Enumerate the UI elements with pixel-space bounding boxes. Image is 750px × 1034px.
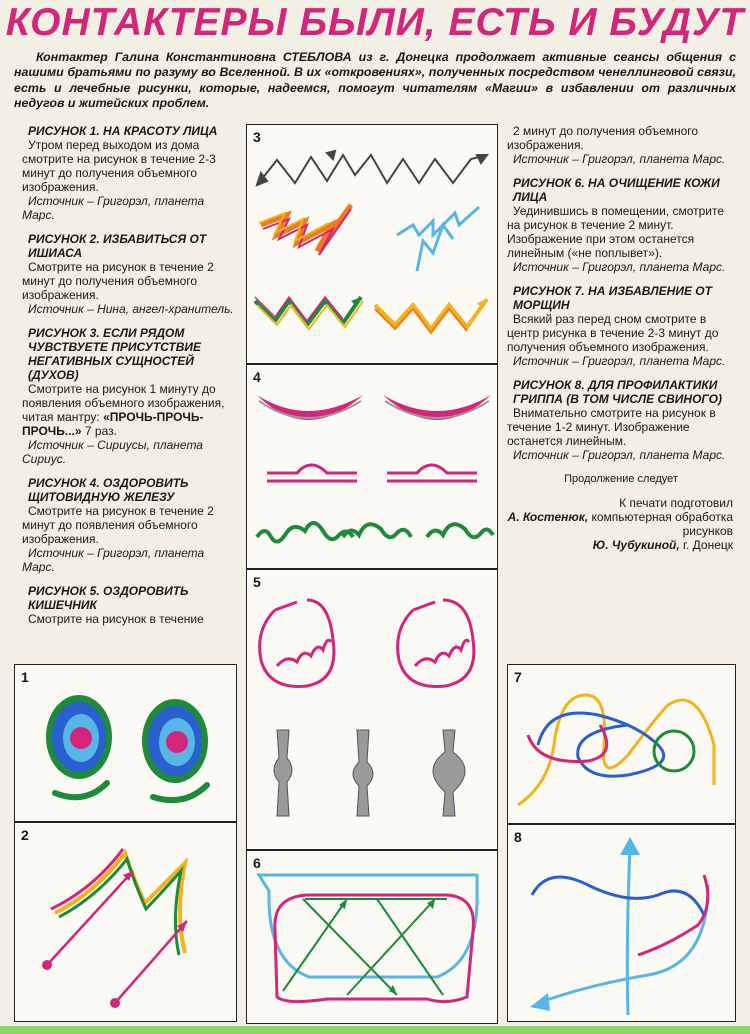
- item-text: Всякий раз перед сном смотрите в центр рисунка в течение 2-3 минут до получения объемного изображения.: [507, 312, 719, 354]
- figure-7-panel: [507, 664, 736, 824]
- zigzag-green: [255, 297, 363, 329]
- wave-right: [427, 524, 493, 537]
- headline: КОНТАКТЕРЫ БЫЛИ, ЕСТЬ И БУДУТ: [5, 1, 745, 44]
- figure-1-panel: [14, 664, 237, 822]
- eye-right: [142, 699, 208, 800]
- figure-number: 4: [253, 369, 261, 385]
- intestine-left: [260, 600, 334, 686]
- item-heading: РИСУНОК 7. НА ИЗБАВЛЕНИЕ ОТ МОРЩИН: [513, 284, 712, 312]
- item-text-tail: 7 раз.: [84, 424, 117, 438]
- item-figure-4: [22, 476, 238, 574]
- loop-blue: [538, 713, 664, 776]
- double-line-right: [387, 465, 477, 481]
- item-figure-3: [22, 326, 238, 466]
- figure-8-panel: [507, 824, 736, 1022]
- credits-processing: компьютерная обработка рисунков: [591, 510, 733, 538]
- right-text-column: [507, 124, 735, 552]
- credits-author: А. Костенюк,: [507, 510, 589, 524]
- item-figure-6: [507, 176, 735, 274]
- figure-number: 6: [253, 855, 261, 871]
- item-heading: РИСУНОК 6. НА ОЧИЩЕНИЕ КОЖИ ЛИЦА: [513, 176, 720, 204]
- item-heading: РИСУНОК 3. ЕСЛИ РЯДОМ ЧУВСТВУЕТЕ ПРИСУТСТВИЕ НЕГАТИВНЫХ СУЩНОСТЕЙ (ДУХОВ): [28, 326, 202, 382]
- figure-number: 2: [21, 827, 29, 843]
- credits-prepared: К печати подготовил: [619, 496, 733, 510]
- arrow-dot: [42, 960, 52, 970]
- intestine-right: [398, 600, 474, 686]
- arrow-dot: [110, 998, 120, 1008]
- item-figure-5-cont: [507, 124, 735, 166]
- item-figure-2: [22, 232, 238, 316]
- item-source: Источник – Григорэл, планета Марс.: [513, 152, 726, 166]
- item-source: Источник – Григорэл, планета Марс.: [513, 354, 726, 368]
- figure-6-panel: [246, 850, 498, 1024]
- credits-city: г. Донецк: [683, 538, 733, 552]
- eye-left: [46, 695, 112, 797]
- item-source: Источник – Сириусы, планета Сириус.: [22, 438, 203, 466]
- loop-green: [654, 731, 694, 771]
- item-source: Источник – Григорэл, планета Марс.: [22, 194, 205, 222]
- figure-5-drawing: [247, 570, 499, 851]
- item-heading: РИСУНОК 2. ИЗБАВИТЬСЯ ОТ ИШИАСА: [28, 232, 207, 260]
- figure-2-drawing: [15, 823, 238, 1023]
- credits-processor: Ю. Чубукиной,: [592, 538, 680, 552]
- item-source: Источник – Григорэл, планета Марс.: [513, 448, 726, 462]
- arrow-diagonal: [538, 885, 708, 1003]
- figure-number: 7: [514, 669, 522, 685]
- item-figure-8: [507, 378, 735, 462]
- item-text: Смотрите на рисунок в течение 2 минут до появления объемного изображения.: [22, 504, 214, 546]
- inner-outline: [275, 895, 474, 1002]
- item-text: Внимательно смотрите на рисунок в течение 1-2 минут. Изображение останется линейным.: [507, 406, 716, 448]
- figure-7-drawing: [508, 665, 737, 825]
- figure-4-panel: [246, 364, 498, 569]
- left-text-column: [22, 124, 238, 636]
- bottom-bar: [0, 1026, 750, 1034]
- item-heading: РИСУНОК 8. ДЛЯ ПРОФИЛАКТИКИ ГРИППА (В ТОМ ЧИСЛЕ СВИНОГО): [513, 378, 722, 406]
- item-text: Утром перед выходом из дома смотрите на рисунок в течение 2-3 минут до получения объемного изображения.: [22, 138, 216, 194]
- figure-1-drawing: [15, 665, 238, 823]
- double-line-left: [267, 465, 357, 481]
- figure-number: 8: [514, 829, 522, 845]
- arrow-vertical: [627, 845, 630, 1015]
- item-figure-7: [507, 284, 735, 368]
- bone-right: [433, 730, 465, 816]
- bone-mid: [353, 730, 373, 816]
- item-text: Уединившись в помещении, смотрите на рисунок в течение 2 минут. Изображение при этом останется линейным («не поплывет»).: [507, 204, 725, 260]
- credits: [507, 496, 735, 552]
- bowl-outline: [259, 875, 477, 977]
- item-text: 2 минут до получения объемного изображения.: [507, 124, 699, 152]
- lead-paragraph: Контактер Галина Константиновна СТЕБЛОВА из г. Донецка продолжает активные сеансы общения с нашими братьями по разуму во Вселенной. В их «откровениях», полученных посредством ченеллинговой связи, есть и лечебные рисунки, которые, надеемся, помогут читателям «Магии» в избавлении от различных недугов и житейских проблем.: [14, 50, 736, 111]
- figure-5-panel: [246, 569, 498, 850]
- figure-6-drawing: [247, 851, 499, 1025]
- figure-4-drawing: [247, 365, 499, 570]
- bone-left: [274, 730, 292, 816]
- figure-number: 3: [253, 129, 261, 145]
- credits-processor-line: [507, 538, 733, 552]
- credits-author-line: [507, 510, 733, 538]
- item-source: Источник – Нина, ангел-хранитель.: [28, 302, 234, 316]
- item-heading: РИСУНОК 5. ОЗДОРОВИТЬ КИШЕЧНИК: [28, 584, 189, 612]
- arrows-green: [283, 899, 447, 995]
- item-heading: РИСУНОК 4. ОЗДОРОВИТЬ ЩИТОВИДНУЮ ЖЕЛЕЗУ: [28, 476, 189, 504]
- mantra-text: «ПРОЧЬ-ПРОЧЬ-ПРОЧЬ...»: [22, 410, 204, 438]
- wave-left: [257, 523, 353, 542]
- item-figure-5: [22, 584, 238, 626]
- item-figure-1: [22, 124, 238, 222]
- item-heading: РИСУНОК 1. НА КРАСОТУ ЛИЦА: [28, 124, 218, 138]
- item-text-body: Смотрите на рисунок 1 минуту до появления объемного изображения, читая мантру:: [22, 382, 225, 424]
- item-source: Источник – Григорэл, планета Марс.: [22, 546, 205, 574]
- loop-yellow: [518, 695, 714, 805]
- line-blue: [532, 877, 704, 915]
- continued-note: Продолжение следует: [564, 473, 678, 485]
- figure-2-panel: [14, 822, 237, 1022]
- lip-arc-right: [383, 395, 491, 420]
- figure-3-panel: [246, 124, 498, 364]
- lip-arc-left: [257, 395, 363, 420]
- item-source: Источник – Григорэл, планета Марс.: [513, 260, 726, 274]
- item-text: Смотрите на рисунок в течение: [28, 612, 204, 626]
- figure-number: 1: [21, 669, 29, 685]
- lightning-blue: [397, 207, 479, 271]
- zigzag-gray: [257, 151, 487, 185]
- item-text: [22, 382, 238, 438]
- lightning-orange: [259, 205, 351, 255]
- item-text: Смотрите на рисунок в течение 2 минут до получения объемного изображения.: [22, 260, 214, 302]
- zigzag-yellow: [375, 299, 487, 333]
- figure-number: 5: [253, 574, 261, 590]
- figure-3-drawing: [247, 125, 499, 365]
- figure-8-drawing: [508, 825, 737, 1023]
